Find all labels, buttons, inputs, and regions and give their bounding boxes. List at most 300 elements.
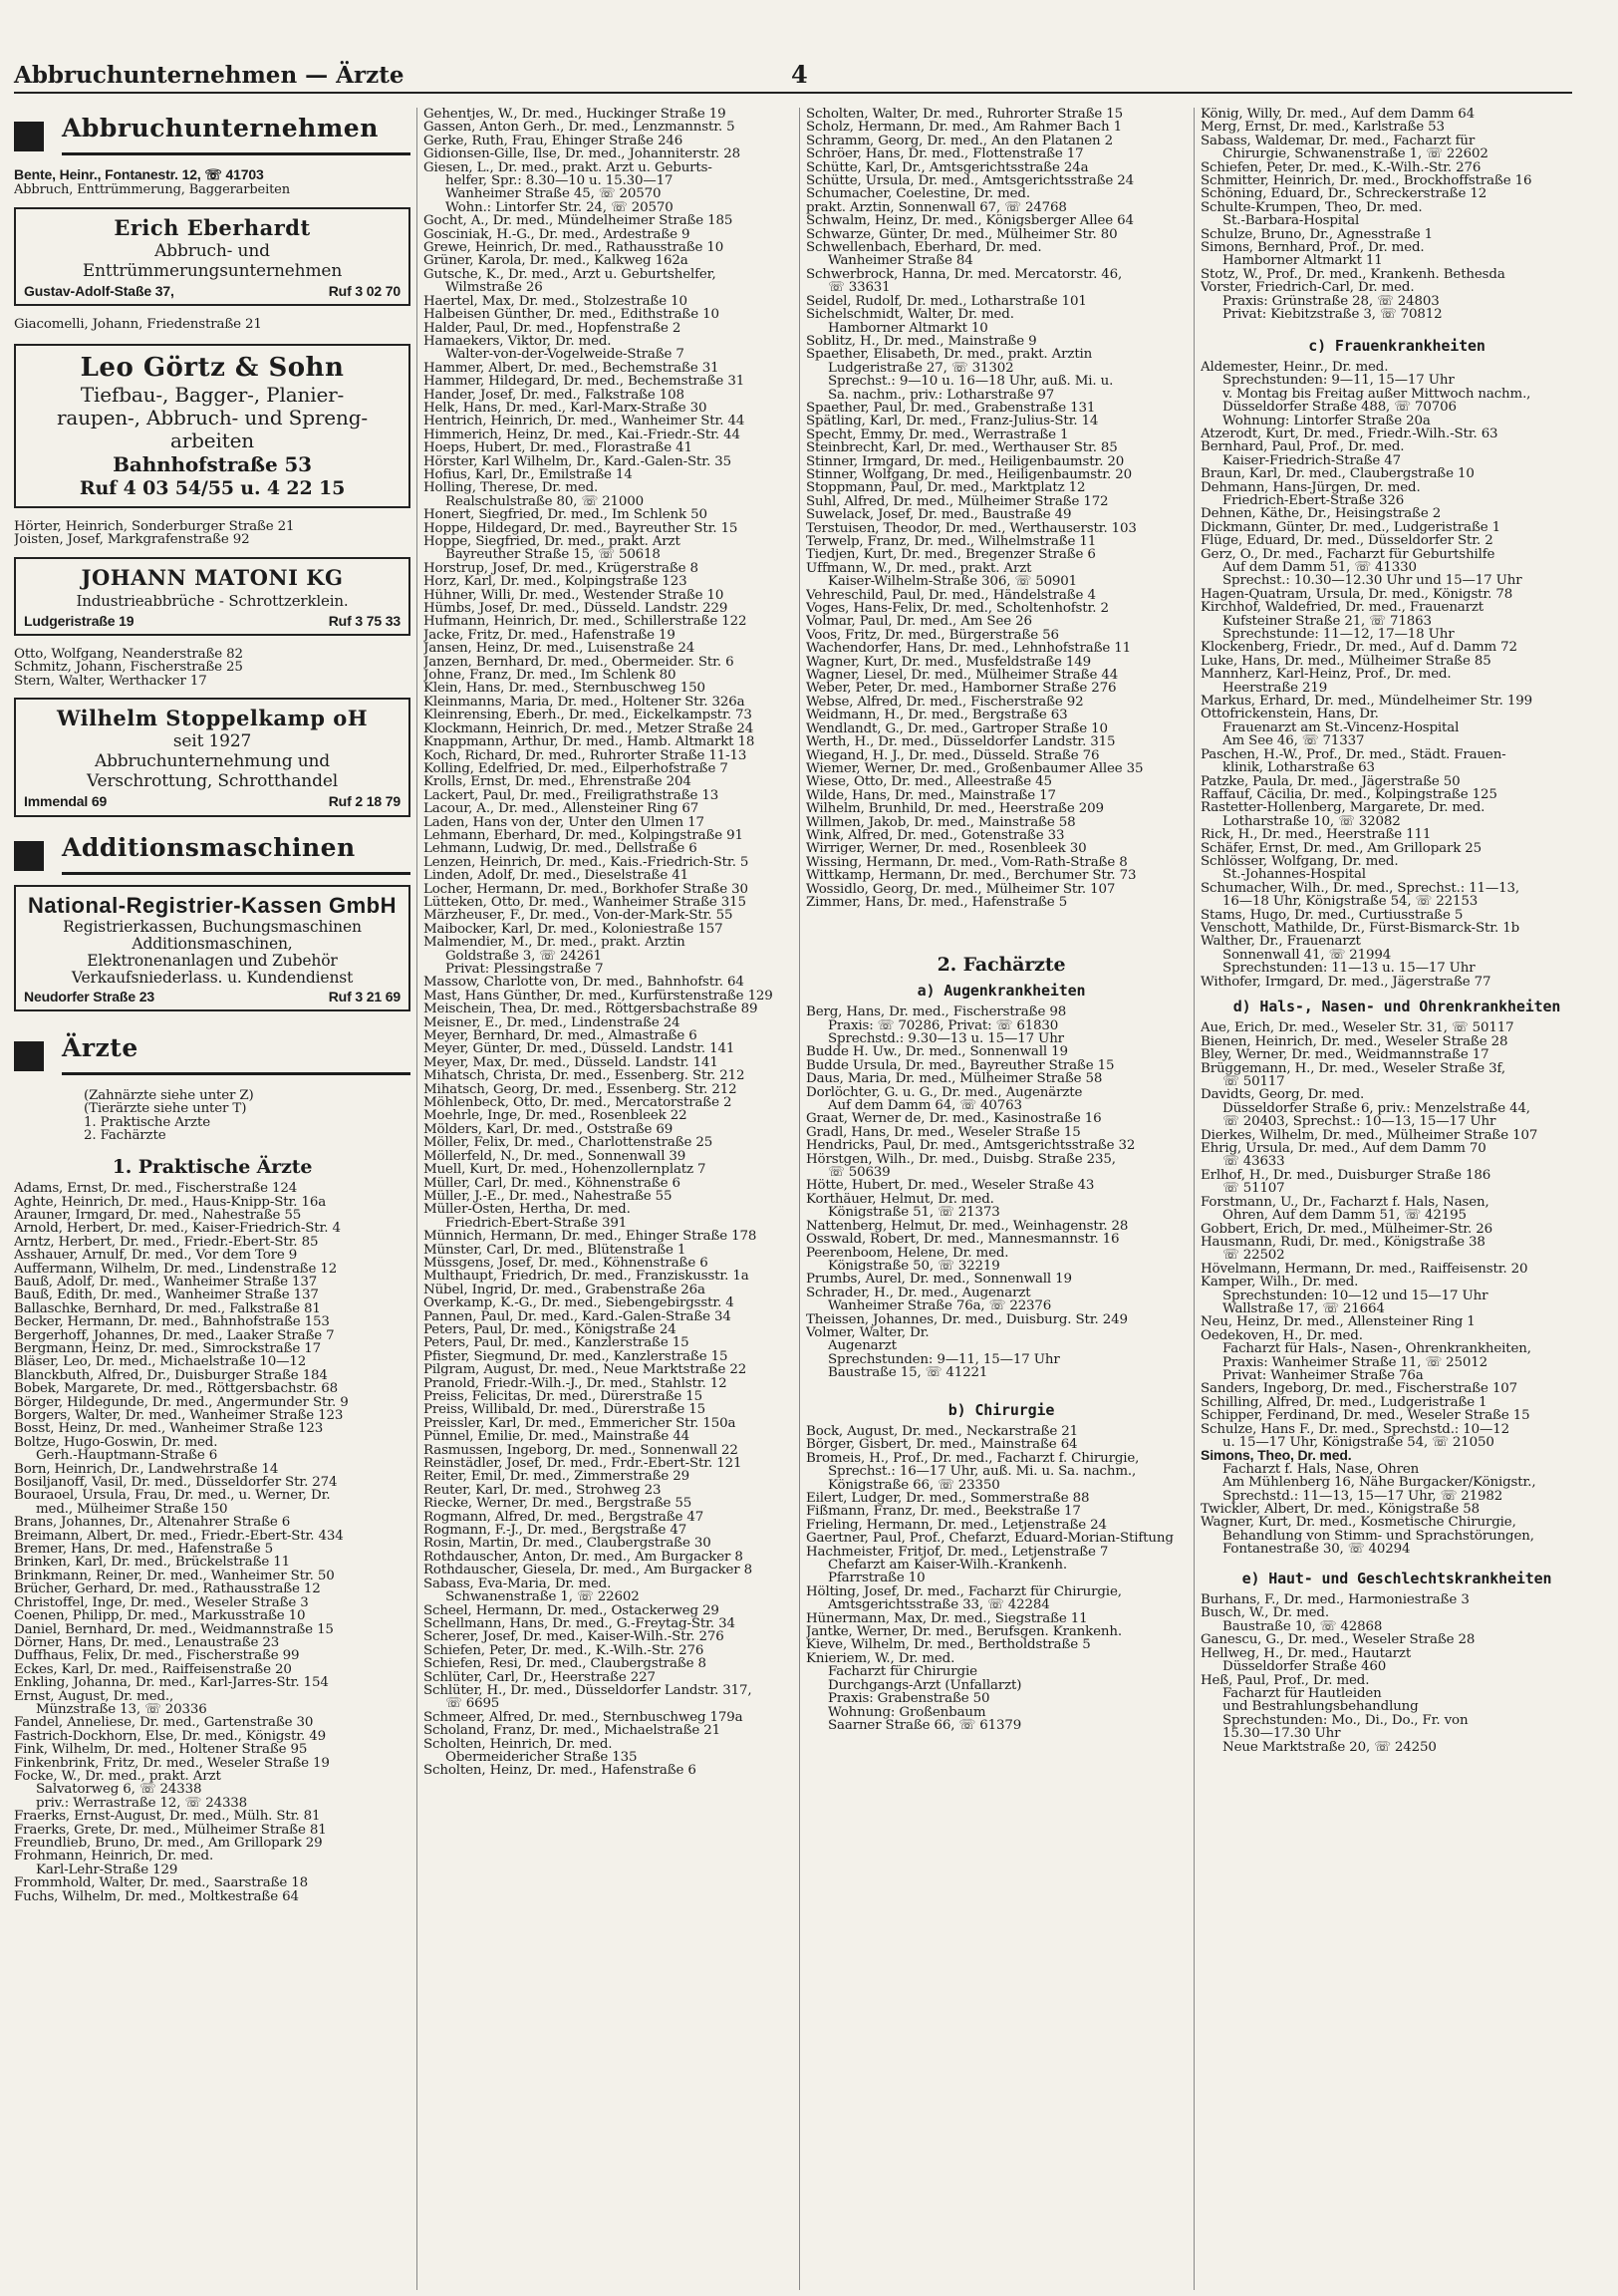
list-item: Saarner Straße 66, ☏ 61379 <box>828 1718 1022 1733</box>
list-item: Friedrich-Ebert-Straße 326 <box>1222 493 1405 508</box>
doctor-list <box>1201 361 1593 989</box>
section-square-icon <box>14 122 44 151</box>
list-item: Münzstraße 13, ☏ 20336 <box>36 1702 207 1717</box>
list-item: Sprechstunde: 11—12, 17—18 Uhr <box>1222 628 1455 642</box>
list-item: Heß, Paul, Prof., Dr. med. <box>1201 1673 1370 1687</box>
list-item: Frieling, Hermann, Dr. med., Letjenstraße 24 <box>806 1518 1107 1533</box>
list-item: Pannen, Paul, Dr. med., Kard.-Galen-Straße 34 <box>423 1309 731 1323</box>
list-item: Bosst, Heinz, Dr. med., Wanheimer Straße 123 <box>14 1422 324 1436</box>
list-item: Preiss, Willibald, Dr. med., Dürerstraße 15 <box>423 1403 706 1417</box>
list-item: Moehrle, Inge, Dr. med., Rosenbleek 22 <box>423 1109 687 1123</box>
list-item: Ludgeristraße 27, ☏ 31302 <box>828 361 1014 376</box>
list-item: Rogmann, Alfred, Dr. med., Bergstraße 47 <box>423 1510 704 1525</box>
list-item: Schumacher, Coelestine, Dr. med. <box>806 187 1030 201</box>
list-item: Giacomelli, Johann, Friedenstraße 21 <box>14 318 262 332</box>
list-item: Bromeis, H., Prof., Dr. med., Facharzt f. Chirurgie, <box>806 1451 1140 1466</box>
list-item: Fink, Wilhelm, Dr. med., Holtener Straße 95 <box>14 1743 308 1757</box>
list-item: Enkling, Johanna, Dr. med., Karl-Jarres-Str. 154 <box>14 1676 329 1690</box>
list-item: Venschott, Mathilde, Dr., Fürst-Bismarck-Str. 1b <box>1201 921 1519 936</box>
list-item: Riecke, Werner, Dr. med., Bergstraße 55 <box>423 1497 692 1511</box>
list-item: König, Willy, Dr. med., Auf dem Damm 64 <box>1201 108 1476 122</box>
list-item: Joisten, Josef, Markgrafenstraße 92 <box>14 533 250 547</box>
list-item: Atzerodt, Kurt, Dr. med., Friedr.-Wilh.-Str. 63 <box>1201 427 1498 441</box>
list-item: Simons, Theo, Dr. med. <box>1201 1449 1352 1463</box>
ad-name: Leo Görtz & Sohn <box>80 352 345 383</box>
list-item: Meyer, Günter, Dr. med., Düsseld. Landstr. 141 <box>423 1042 735 1056</box>
list-item: Preiss, Felicitas, Dr. med., Dürerstraße 15 <box>423 1390 703 1404</box>
list-item: Wittkamp, Hermann, Dr. med., Berchumer Str. 73 <box>806 869 1137 883</box>
list-item: Meisner, E., Dr. med., Lindenstraße 24 <box>423 1015 680 1030</box>
ad-text: arbeiten <box>169 428 255 452</box>
list-item: Dickmann, Günter, Dr. med., Ludgeristraße 1 <box>1201 520 1501 535</box>
doctor-list <box>1201 1593 1593 1754</box>
list-item: Sabass, Eva-Maria, Dr. med. <box>423 1577 612 1591</box>
list-item: Mölders, Karl, Dr. med., Oststraße 69 <box>423 1122 674 1137</box>
list-item: Hoeps, Hubert, Dr. med., Florastraße 41 <box>423 441 692 455</box>
doctor-list <box>1201 108 1593 322</box>
list-item: Berg, Hans, Dr. med., Fischerstraße 98 <box>806 1005 1067 1019</box>
list-item: Pranold, Friedr.-Wilh.-J., Dr. med., Stahlstr. 12 <box>423 1376 727 1390</box>
ad-text: Abbruch- und <box>154 241 270 261</box>
ad-address: Bahnhofstraße 53 <box>113 451 312 476</box>
list-item: ☏ 6695 <box>445 1697 500 1711</box>
list-item: Amtsgerichtsstraße 33, ☏ 42284 <box>828 1598 1050 1612</box>
section-rule <box>62 872 410 875</box>
page-number: 4 <box>791 60 808 89</box>
list-item: ☏ 43633 <box>1222 1155 1285 1169</box>
list-item: Kieve, Wilhelm, Dr. med., Bertholdstraße 5 <box>806 1638 1091 1652</box>
list-item: Blanckbuth, Alfred, Dr., Duisburger Straße 184 <box>14 1368 328 1383</box>
list-item: Gidionsen-Gille, Ilse, Dr. med., Johanniterstr. 28 <box>423 147 740 161</box>
list-item: Nübel, Ingrid, Dr. med., Grabenstraße 26a <box>423 1283 705 1297</box>
list-item: Janzen, Bernhard, Dr. med., Obermeider. Str. 6 <box>423 655 734 670</box>
list-item: Wink, Alfred, Dr. med., Gotenstraße 33 <box>806 828 1065 843</box>
ad-text: Verkaufsniederlass. u. Kundendienst <box>71 968 354 987</box>
list-item: Bergmann, Heinz, Dr. med., Simrockstraße 17 <box>14 1341 321 1356</box>
list-item: Rothdauscher, Giesela, Dr. med., Am Burgacker 8 <box>423 1564 753 1578</box>
list-item: Bernhard, Paul, Prof., Dr. med. <box>1201 440 1405 454</box>
list-item: Dehmann, Hans-Jürgen, Dr. med. <box>1201 480 1421 494</box>
list-item: St.-Johannes-Hospital <box>1222 868 1366 882</box>
list-item: Schäfer, Ernst, Dr. med., Am Grillopark 25 <box>1201 841 1483 855</box>
list-item: Becker, Hermann, Dr. med., Bahnhofstraße 153 <box>14 1315 330 1329</box>
list-item: ☏ 33631 <box>828 281 891 295</box>
list-item: Lütteken, Otto, Dr. med., Wanheimer Straße 315 <box>423 895 746 910</box>
list-item: Preissler, Karl, Dr. med., Emmericher Str. 150a <box>423 1416 736 1431</box>
list-item: Graat, Werner de, Dr. med., Kasinostraße 16 <box>806 1112 1102 1126</box>
list-item: Hofius, Karl, Dr., Emilstraße 14 <box>423 467 633 482</box>
list-item: Realschulstraße 80, ☏ 21000 <box>445 494 645 509</box>
list-item: Schlösser, Wolfgang, Dr. med. <box>1201 854 1399 869</box>
list-item: Lacour, A., Dr. med., Allensteiner Ring 67 <box>423 802 699 816</box>
list-item: Mihatsch, Christa, Dr. med., Essenberg. Str. 212 <box>423 1069 745 1083</box>
subsection-heading: d) Hals-, Nasen- und Ohrenkrankheiten <box>1232 998 1561 1015</box>
section-square-icon <box>14 841 44 871</box>
list-item: Möhlenbeck, Otto, Dr. med., Mercatorstraße 2 <box>423 1096 732 1110</box>
list-item: Peters, Paul, Dr. med., Kanzlerstraße 15 <box>423 1336 689 1350</box>
list-item: Borgers, Walter, Dr. med., Wanheimer Straße 123 <box>14 1409 344 1423</box>
list-item: Spätling, Karl, Dr. med., Franz-Julius-Str. 14 <box>806 415 1099 429</box>
list-item: Grüner, Karola, Dr. med., Kalkweg 162a <box>423 254 688 268</box>
list-item: Lackert, Paul, Dr. med., Freiligrathstraße 13 <box>423 788 719 803</box>
list-item: Schröer, Hans, Dr. med., Flottenstraße 17 <box>806 147 1084 161</box>
list-item: Schmitter, Heinrich, Dr. med., Brockhoffstraße 16 <box>1201 174 1532 188</box>
list-item: Schwanenstraße 1, ☏ 22602 <box>445 1590 640 1604</box>
list-item: Busch, W., Dr. med. <box>1201 1606 1329 1620</box>
list-item: 15.30—17.30 Uhr <box>1222 1727 1341 1741</box>
list-item: Zimmer, Hans, Dr. med., Hafenstraße 5 <box>806 895 1068 910</box>
list-item: Multhaupt, Friedrich, Dr. med., Franziskusstr. 1a <box>423 1270 749 1284</box>
list-item: med., Mülheimer Straße 150 <box>36 1502 228 1517</box>
subsection-heading: c) Frauenkrankheiten <box>1308 336 1485 355</box>
ad-text: Industrieabbrüche - Schrottzerklein. <box>76 591 349 610</box>
ad-text: Verschrottung, Schrotthandel <box>86 771 339 792</box>
list-item: Fastrich-Dockhorn, Else, Dr. med., Königstr. 49 <box>14 1729 326 1744</box>
list-item: Kufsteiner Straße 21, ☏ 71863 <box>1222 614 1432 629</box>
list-item: Schiefen, Peter, Dr. med., K.-Wilh.-Str. 276 <box>1201 160 1482 175</box>
list-item: ☏ 50639 <box>828 1166 891 1180</box>
list-item: Heerstraße 219 <box>1222 681 1328 696</box>
ad-phone: Ruf 3 02 70 <box>328 283 401 299</box>
list-item: Merg, Ernst, Dr. med., Karlstraße 53 <box>1201 121 1445 135</box>
list-item: Uffmann, W., Dr. med., prakt. Arzt <box>806 561 1032 576</box>
list-item: Behandlung von Stimm- und Sprachstörungen, <box>1222 1529 1534 1544</box>
ad-phone: Ruf 3 75 33 <box>328 612 401 629</box>
doctor-list <box>806 108 1197 909</box>
ad-text: seit 1927 <box>172 731 252 752</box>
list-item: Scholz, Hermann, Dr. med., Am Rahmer Bach 1 <box>806 121 1122 135</box>
list-item: Kolling, Edelfried, Dr. med., Eilperhofstraße 7 <box>423 761 728 776</box>
list-item: Budde Ursula, Dr. med., Bayreuther Straße 15 <box>806 1058 1115 1073</box>
list-item: Scherer, Josef, Dr. med., Kaiser-Wilh.-Str. 276 <box>423 1630 724 1644</box>
list-item: Hammer, Hildegard, Dr. med., Bechemstraße 31 <box>423 375 745 389</box>
list-item: Wiese, Otto, Dr. med., Alleestraße 45 <box>806 775 1052 789</box>
ad-address: Immendal 69 <box>24 793 108 810</box>
list-item: Kamper, Wilh., Dr. med. <box>1201 1276 1359 1290</box>
list-item: Werth, H., Dr. med., Düsseldorfer Landstr. 315 <box>806 735 1116 749</box>
list-item: Oedekoven, H., Dr. med. <box>1201 1328 1363 1343</box>
list-item: Scholand, Franz, Dr. med., Michaelstraße 21 <box>423 1724 721 1738</box>
list-item: Horstrup, Josef, Dr. med., Krügerstraße 8 <box>423 561 698 576</box>
list-item: Koch, Richard, Dr. med., Ruhrorter Straße 11-13 <box>423 748 747 762</box>
list-item: Sprechstunden: 11—13 u. 15—17 Uhr <box>1222 962 1476 976</box>
list-item: Königstraße 51, ☏ 21373 <box>828 1206 1000 1220</box>
list-item: Praxis: Grabenstraße 50 <box>828 1692 990 1706</box>
list-item: Hoppe, Hildegard, Dr. med., Bayreuther Str. 15 <box>423 521 738 535</box>
list-item: Stoppmann, Paul, Dr. med., Marktplatz 12 <box>806 481 1086 495</box>
list-item: Muell, Kurt, Dr. med., Hohenzollernplatz 7 <box>423 1163 706 1177</box>
list-item: Locher, Hermann, Dr. med., Borkhofer Straße 30 <box>423 882 748 896</box>
list-item: Weber, Peter, Dr. med., Hamborner Straße 276 <box>806 682 1117 696</box>
list-item: Grewe, Heinrich, Dr. med., Rathausstraße 10 <box>423 241 724 255</box>
entry-name: Bente, Heinr., Fontanestr. 12, ☏ 41703 <box>14 166 264 182</box>
list-item: Bauß, Edith, Dr. med., Wanheimer Straße 137 <box>14 1289 319 1302</box>
list-item: Rasmussen, Ingeborg, Dr. med., Sonnenwall 22 <box>423 1443 738 1458</box>
list-item: Hörter, Heinrich, Sonderburger Straße 21 <box>14 519 295 534</box>
list-item: priv.: Werrastraße 12, ☏ 24338 <box>36 1796 248 1811</box>
list-item: Maibocker, Karl, Dr. med., Koloniestraße 157 <box>423 922 723 937</box>
ad-stoppelkamp <box>14 698 410 816</box>
list-item: Terwelp, Franz, Dr. med., Wilhelmstraße 11 <box>806 535 1097 549</box>
list-item: Gradl, Hans, Dr. med., Weseler Straße 15 <box>806 1125 1081 1140</box>
list-item: Christoffel, Inge, Dr. med., Weseler Straße 3 <box>14 1595 309 1610</box>
list-item: Sprechst.: 16—17 Uhr, auß. Mi. u. Sa. nachm., <box>828 1465 1137 1479</box>
list-item: Chirurgie, Schwanenstraße 1, ☏ 22602 <box>1222 147 1488 161</box>
list-item: Wendlandt, G., Dr. med., Gartroper Straße 10 <box>806 721 1108 736</box>
list-item: Ballaschke, Bernhard, Dr. med., Falkstraße 81 <box>14 1301 321 1316</box>
subsection-heading: a) Augenkrankheiten <box>917 981 1086 1000</box>
doctor-list <box>806 1425 1197 1732</box>
doctor-list <box>1201 1463 1593 1557</box>
list-item: Praxis: Wanheimer Straße 11, ☏ 25012 <box>1222 1355 1488 1369</box>
list-item: Eckes, Karl, Dr. med., Raiffeisenstraße 20 <box>14 1662 292 1677</box>
list-item: Luke, Hans, Dr. med., Mülheimer Straße 85 <box>1201 654 1491 669</box>
list-item: Gocht, A., Dr. med., Mündelheimer Straße 185 <box>423 214 733 228</box>
list-item: Boltze, Hugo-Goswin, Dr. med. <box>14 1435 218 1450</box>
list-item: Sa. nachm., priv.: Lotharstraße 97 <box>828 388 1055 402</box>
list-item: St.-Barbara-Hospital <box>1222 214 1360 228</box>
list-item: Durchgangs-Arzt (Unfallarzt) <box>828 1678 1022 1693</box>
list-item: Wagner, Kurt, Dr. med., Kosmetische Chirurgie, <box>1201 1516 1516 1530</box>
list-item: Schwarze, Günter, Dr. med., Mülheimer Str. 80 <box>806 227 1118 242</box>
list-item: Facharzt für Hautleiden <box>1222 1686 1382 1701</box>
list-item: Knieriem, W., Dr. med. <box>806 1651 955 1666</box>
list-item: Ehrig, Ursula, Dr. med., Auf dem Damm 70 <box>1201 1142 1486 1156</box>
list-item: Brans, Johannes, Dr., Altenahrer Straße 6 <box>14 1516 291 1530</box>
list-item: Düsseldorfer Straße 488, ☏ 70706 <box>1222 401 1457 415</box>
list-item: Auf dem Damm 64, ☏ 40763 <box>828 1099 1022 1113</box>
subsection-heading: e) Haut- und Geschlechtskrankheiten <box>1241 1569 1552 1587</box>
list-item: Soblitz, H., Dr. med., Mainstraße 9 <box>806 334 1037 349</box>
doctor-list <box>806 1005 1197 1379</box>
list-item: Voos, Fritz, Dr. med., Bürgerstraße 56 <box>806 628 1059 643</box>
list-item: Vehreschild, Paul, Dr. med., Händelstraße 4 <box>806 588 1096 603</box>
list-item: Brinken, Karl, Dr. med., Brückelstraße 11 <box>14 1556 290 1570</box>
list-item: Scholten, Walter, Dr. med., Ruhrorter Straße 15 <box>806 108 1124 122</box>
list-item: Schulte-Krumpen, Theo, Dr. med. <box>1201 200 1423 215</box>
subsection-heading: b) Chirurgie <box>947 1400 1055 1419</box>
list-item: Hamaekers, Viktor, Dr. med. <box>423 334 612 349</box>
list-item: Bouraoel, Ursula, Frau, Dr. med., u. Werner, Dr. <box>14 1489 331 1503</box>
ad-phone: Ruf 4 03 54/55 u. 4 22 15 <box>79 476 346 499</box>
list-item: Hufmann, Heinrich, Dr. med., Schillerstraße 122 <box>423 615 747 629</box>
list-item: Möllerfeld, N., Dr. med., Sonnenwall 39 <box>423 1149 686 1164</box>
list-item: Schwerbrock, Hanna, Dr. med. Mercatorstr. 46, <box>806 267 1123 282</box>
list-item: Sprechstd.: 9.30—13 u. 15—17 Uhr <box>828 1032 1064 1046</box>
doctor-list <box>1201 1021 1593 1449</box>
list-item: Müller-Osten, Hertha, Dr. med. <box>423 1203 631 1217</box>
list-item: Mihatsch, Georg, Dr. med., Essenberg. Str. 212 <box>423 1082 737 1097</box>
list-item: und Bestrahlungsbehandlung <box>1222 1700 1419 1714</box>
list-item: Fontanestraße 30, ☏ 40294 <box>1222 1543 1411 1557</box>
list-item: Specht, Emmy, Dr. med., Werrastraße 1 <box>806 428 1069 442</box>
list-item: Bley, Werner, Dr. med., Weidmannstraße 17 <box>1201 1048 1489 1062</box>
list-item: Augenarzt <box>828 1339 897 1353</box>
list-item: Bayreuther Straße 15, ☏ 50618 <box>445 548 661 562</box>
list-item: Frohmann, Heinrich, Dr. med. <box>14 1850 214 1864</box>
list-item: Hörstgen, Wilh., Dr. med., Duisbg. Straße 235, <box>806 1152 1116 1167</box>
list-item: Schiefen, Peter, Dr. med., K.-Wilh.-Str. 276 <box>423 1643 704 1658</box>
list-item: Malmendier, M., Dr. med., prakt. Ärztin <box>423 936 685 950</box>
list-item: Sabass, Waldemar, Dr. med., Facharzt für <box>1201 134 1476 148</box>
section-title: Abbruchunternehmen <box>62 114 379 143</box>
list-item: Lehmann, Ludwig, Dr. med., Dellstraße 6 <box>423 842 697 856</box>
list-item: Privat: Wanheimer Straße 76a <box>1222 1368 1424 1383</box>
ad-text: raupen-, Abbruch- und Spreng- <box>57 405 368 430</box>
ad-text: Abbruchunternehmung und <box>94 751 331 772</box>
list-item: Voges, Hans-Felix, Dr. med., Scholtenhofstr. 2 <box>806 602 1109 616</box>
list-item: Wanheimer Straße 45, ☏ 20570 <box>445 187 662 201</box>
list-item: Bremer, Hans, Dr. med., Hafenstraße 5 <box>14 1543 273 1557</box>
ad-text: Additionsmaschinen, <box>132 934 293 953</box>
list-item: Reiter, Emil, Dr. med., Zimmerstraße 29 <box>423 1470 689 1484</box>
list-item: Brücher, Gerhard, Dr. med., Rathausstraße 12 <box>14 1582 321 1596</box>
list-item: Honert, Siegfried, Dr. med., Im Schlenk 50 <box>423 508 707 522</box>
column-2 <box>416 108 806 2290</box>
list-item: Kleinrensing, Eberh., Dr. med., Eickelkampstr. 73 <box>423 709 752 722</box>
list-item: Nattenberg, Helmut, Dr. med., Weinhagenstr. 28 <box>806 1219 1129 1234</box>
list-item: Coenen, Philipp, Dr. med., Markusstraße 10 <box>14 1609 306 1623</box>
list-item: Stinner, Wolfgang, Dr. med., Heiligenbaumstr. 20 <box>806 467 1132 482</box>
list-item: Am Mühlenberg 16, Nähe Burgacker/Königstr., <box>1222 1476 1536 1490</box>
list-item: Schulze, Hans F., Dr. med., Sprechstd.: 10—12 <box>1201 1422 1509 1436</box>
list-item: Arnold, Herbert, Dr. med., Kaiser-Friedrich-Str. 4 <box>14 1222 341 1236</box>
list-item: Bläser, Leo, Dr. med., Michaelstraße 10—12 <box>14 1355 307 1369</box>
list-item: Osswald, Robert, Dr. med., Mannesmannstr. 16 <box>806 1233 1120 1247</box>
list-item: Hörster, Karl Wilhelm, Dr., Kard.-Galen-Str. 35 <box>423 454 732 468</box>
list-item: Aldemester, Heinr., Dr. med. <box>1201 360 1389 375</box>
list-item: Volmer, Walter, Dr. <box>806 1325 930 1340</box>
list-item: Facharzt f. Hals, Nase, Ohren <box>1222 1462 1420 1477</box>
page-title: Abbruchunternehmen — Ärzte <box>14 62 404 89</box>
list-item: Theissen, Johannes, Dr. med., Duisburg. Str. 249 <box>806 1312 1128 1326</box>
list-item: Stams, Hugo, Dr. med., Curtiusstraße 5 <box>1201 908 1464 922</box>
list-item: Schipper, Ferdinand, Dr. med., Weseler Straße 15 <box>1201 1409 1530 1423</box>
list-item: Wirriger, Werner, Dr. med., Rosenbleek 30 <box>806 842 1087 856</box>
list-item: Wagner, Liesel, Dr. med., Mülheimer Straße 44 <box>806 669 1119 683</box>
list-item: Wohnung: Lintorfer Straße 20a <box>1222 414 1431 428</box>
list-item: Wallstraße 17, ☏ 21664 <box>1222 1301 1385 1316</box>
list-item: Märzheuser, F., Dr. med., Von-der-Mark-Str. 55 <box>423 909 733 923</box>
list-item: Hentrich, Heinrich, Dr. med., Wanheimer Str. 44 <box>423 415 745 429</box>
list-item: Peerenboom, Helene, Dr. med. <box>806 1246 1009 1260</box>
list-item: Hötte, Hubert, Dr. med., Weseler Straße 43 <box>806 1179 1095 1193</box>
list-item: Scheel, Hermann, Dr. med., Ostackerweg 29 <box>423 1603 719 1617</box>
list-item: Eilert, Ludger, Dr. med., Sommerstraße 88 <box>806 1492 1090 1506</box>
list-item: Düsseldorfer Straße 460 <box>1222 1660 1387 1674</box>
list-item: Facharzt für Hals-, Nasen-, Ohrenkrankheiten, <box>1222 1342 1531 1356</box>
list-item: Sprechstunden: 9—11, 15—17 Uhr <box>1222 374 1455 388</box>
section-header-additionsmaschinen <box>14 832 410 875</box>
list-item: Möller, Felix, Dr. med., Charlottenstraße 25 <box>423 1136 713 1150</box>
list-item: Salvatorweg 6, ☏ 24338 <box>36 1783 202 1797</box>
list-item: Pünnel, Emilie, Dr. med., Mainstraße 44 <box>423 1430 690 1444</box>
list-item: Hölting, Josef, Dr. med., Facharzt für Chirurgie, <box>806 1584 1122 1599</box>
subsection-heading: 1. Praktische Ärzte <box>112 1155 313 1178</box>
list-item: Praxis: Grünstraße 28, ☏ 24803 <box>1222 294 1440 309</box>
list-item: Mast, Hans Günther, Dr. med., Kurfürstenstraße 129 <box>423 989 773 1004</box>
list-item: Kleinmanns, Maria, Dr. med., Holtener Str. 326a <box>423 695 745 710</box>
list-item: Fraerks, Grete, Dr. med., Mülheimer Straße 81 <box>14 1823 327 1837</box>
list-item: Terstuisen, Theodor, Dr. med., Werthauserstr. 103 <box>806 521 1137 535</box>
list-item: Sprechstunden: 10—12 und 15—17 Uhr <box>1222 1289 1488 1302</box>
entry-bente <box>14 167 410 197</box>
list-item: Rothdauscher, Anton, Dr. med., Am Burgacker 8 <box>423 1550 743 1565</box>
list-item: Klockmann, Heinrich, Dr. med., Metzer Straße 24 <box>423 721 754 736</box>
list-item: Horz, Karl, Dr. med., Kolpingstraße 123 <box>423 575 687 589</box>
list-item: Breimann, Albert, Dr. med., Friedr.-Ebert-Str. 434 <box>14 1529 344 1544</box>
list-item: Korthäuer, Helmut, Dr. med. <box>806 1192 994 1207</box>
list-item: Holling, Therese, Dr. med. <box>423 481 599 495</box>
ad-goertz <box>14 344 410 508</box>
list-item: Neu, Heinz, Dr. med., Allensteiner Ring 1 <box>1201 1315 1476 1329</box>
section-title: Ärzte <box>62 1033 138 1063</box>
list-item: Erlhof, H., Dr. med., Duisburger Straße 186 <box>1201 1168 1491 1183</box>
list-item: Daus, Maria, Dr. med., Mülheimer Straße 58 <box>806 1072 1103 1086</box>
list-item: ☏ 50117 <box>1222 1075 1285 1089</box>
list-item: Rogmann, F.-J., Dr. med., Bergstraße 47 <box>423 1524 687 1538</box>
list-item: Schilling, Alfred, Dr. med., Ludgeristraße 1 <box>1201 1395 1487 1410</box>
list-item: Schütte, Karl, Dr., Amtsgerichtsstraße 24a <box>806 160 1089 175</box>
list-item: Hühner, Willi, Dr. med., Westender Straße 10 <box>423 588 724 603</box>
list-item: Wohnung: Großenbaum <box>828 1705 986 1719</box>
list-item: Hamborner Altmarkt 10 <box>828 321 988 335</box>
note-line: (Zahnärzte siehe unter Z) <box>84 1089 254 1103</box>
ad-phone: Ruf 3 21 69 <box>328 988 401 1004</box>
list-item: Hammer, Albert, Dr. med., Bechemstraße 31 <box>423 361 719 376</box>
list-item: Schwellenbach, Eberhard, Dr. med. <box>806 241 1042 255</box>
list-item: Chefarzt am Kaiser-Wilh.-Krankenh. <box>828 1559 1067 1573</box>
list-item: Haertel, Max, Dr. med., Stolzestraße 10 <box>423 294 687 309</box>
list-item: Gassen, Anton Gerh., Dr. med., Lenzmannstr. 5 <box>423 121 735 135</box>
list-item: Hausmann, Rudi, Dr. med., Königstraße 38 <box>1201 1235 1485 1250</box>
list-item: Meyer, Bernhard, Dr. med., Almastraße 6 <box>423 1029 697 1043</box>
list-item: Born, Heinrich, Dr., Landwehrstraße 14 <box>14 1462 279 1477</box>
list-item: Münster, Carl, Dr. med., Blütenstraße 1 <box>423 1243 686 1257</box>
list-item: Massow, Charlotte von, Dr. med., Bahnhofstr. 64 <box>423 976 744 990</box>
list-item: Frauenarzt am St.-Vincenz-Hospital <box>1222 720 1460 735</box>
column-1 <box>14 108 410 2290</box>
list-item: Schulze, Bruno, Dr., Agnesstraße 1 <box>1201 227 1434 242</box>
list-item: Wanheimer Straße 76a, ☏ 22376 <box>828 1299 1052 1313</box>
list-item: Bock, August, Dr. med., Neckarstraße 21 <box>806 1424 1079 1439</box>
list-item: Rastetter-Hollenberg, Margarete, Dr. med. <box>1201 801 1485 815</box>
list-item: Gutsche, K., Dr. med., Arzt u. Geburtshelfer, <box>423 267 716 282</box>
ad-eberhardt <box>14 207 410 306</box>
list-item: Praxis: ☏ 70286, Privat: ☏ 61830 <box>828 1018 1059 1032</box>
note-line: (Tierärzte siehe unter T) <box>84 1102 247 1116</box>
ad-phone: Ruf 2 18 79 <box>328 793 401 810</box>
list-item: Twickler, Albert, Dr. med., Königstraße 58 <box>1201 1503 1481 1517</box>
list-item: Schwalm, Heinz, Dr. med., Königsberger Allee 64 <box>806 214 1134 228</box>
list-item: Freundlieb, Bruno, Dr. med., Am Grillopark 29 <box>14 1837 323 1851</box>
list-item: Auf dem Damm 51, ☏ 41330 <box>1222 561 1417 575</box>
ad-text: Tiefbau-, Bagger-, Planier- <box>80 382 345 407</box>
list-item: Walter-von-der-Vogelweide-Straße 7 <box>445 348 684 362</box>
section-title: Additionsmaschinen <box>62 832 356 862</box>
list-item: Stotz, W., Prof., Dr. med., Krankenh. Bethesda <box>1201 267 1505 282</box>
list-item: Volmar, Paul, Dr. med., Am See 26 <box>806 615 1032 629</box>
list-item: Lenzen, Heinrich, Dr. med., Kais.-Friedrich-Str. 5 <box>423 855 749 870</box>
list-item: Gosciniak, H.-G., Dr. med., Ardestraße 9 <box>423 227 690 242</box>
list-item: Auffermann, Wilhelm, Dr. med., Lindenstraße 12 <box>14 1262 338 1276</box>
list-item: Friedrich-Ebert-Straße 391 <box>445 1216 628 1231</box>
list-item: Baustraße 10, ☏ 42868 <box>1222 1619 1383 1634</box>
list-item: Withofer, Irmgard, Dr. med., Jägerstraße 77 <box>1201 975 1491 989</box>
list-item: Schramm, Georg, Dr. med., An den Platanen 2 <box>806 134 1113 148</box>
entry-detail: Abbruch, Enttrümmerung, Baggerarbeiten <box>14 182 290 197</box>
list-item: Hagen-Quatram, Ursula, Dr. med., Königstr. 78 <box>1201 587 1513 602</box>
